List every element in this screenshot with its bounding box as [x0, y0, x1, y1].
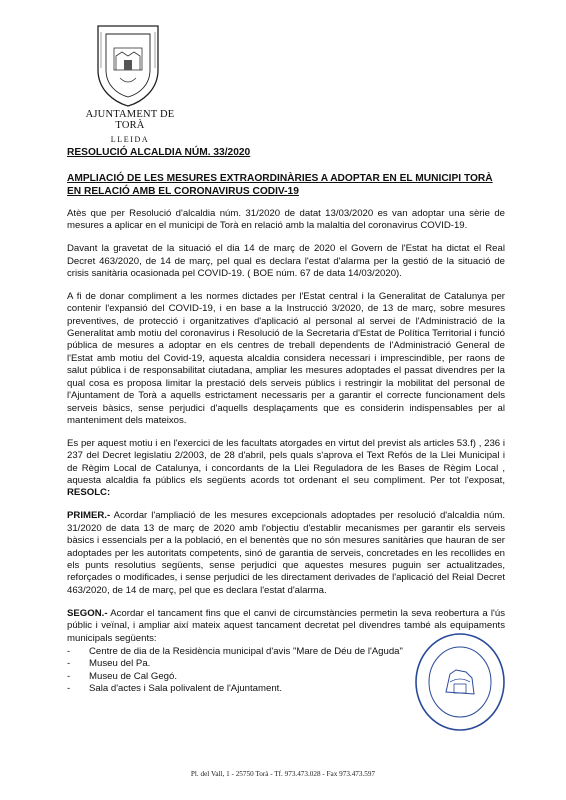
list-item: - Museu del Pa. [67, 658, 505, 670]
org-header [70, 109, 190, 144]
paragraph-2: Davant la gravetat de la situació el dia 14 de març de 2020 el Govern de l'Estat ha dictat el Real Decret 463/2020, de 14 de març, pel qual es declara l'estat d'alarma per la gestió de la situació de crisis sanitària ocasionada pel COVID-19. ( BOE núm. 67 de data 14/03/2020). [67, 243, 505, 279]
paragraph-4 [67, 438, 505, 500]
resolution-subtitle: AMPLIACIÓ DE LES MESURES EXTRAORDINÀRIES A ADOPTAR EN EL MUNICIPI TORÀ EN RELACIÓ AMB EL CORONAVIRUS CODIV-19 [67, 173, 493, 197]
org-name: AJUNTAMENT DE TORÀ [85, 109, 175, 131]
primer-section [67, 510, 505, 597]
document-body [67, 147, 505, 695]
municipal-crest-logo [92, 22, 164, 108]
resolc-label: RESOLC: [67, 487, 111, 499]
primer-text: Acordar l'ampliació de les mesures excepcionals adoptades per resolució d'alcaldia núm. 31/2020 de data 13 de març de 2020 amb l'objectiu d'establir mecanismes per garantir els serveis bàsics i essencials per a la població, en el benentès que no són mesures sanitàries que hauran de ser adoptades per les autoritats competents, sinó de garantia de serveis, concretades en les recollides en els punts resolutius següents, sense perjudici que aquestes mesures puguin ser actualitzades, reforçades o modificades, i sense perjudici de les directament derivades de l'aplicació del Reial Decret 463/2020, de 14 de març, pel que es declara l'estat d'alarma. [67, 510, 505, 596]
list-item: - Centre de dia de la Residència municipal d'avis "Mare de Déu de l'Aguda" [67, 646, 505, 658]
list-item: - Museu de Cal Gegó. [67, 671, 505, 683]
paragraph-1: Atès que per Resolució d'alcaldia núm. 31/2020 de datat 13/03/2020 es van adoptar una sèrie de mesures a aplicar en el municipi de Torà en relació amb la malaltia del coronavirus COVID-19. [67, 207, 505, 232]
official-stamp [414, 632, 506, 732]
paragraph-3: A fi de donar compliment a les normes dictades per l'Estat central i la Generalitat de Catalunya per contenir l'expansió del COVID-19, i en base a la Instrucció 3/2020, de 13 de març, sobre mesures preventives, de protecció i organitzatives d'aplicació al personal al servei de l'Administració de la Generalitat amb motiu del coronavirus i Resolució de la Secretaria d'Estat de Política Territorial i funció pública de mesures a adoptar en els centres de treball dependents de l'Administració General de l'Estat amb motiu del Covid-19, aquesta alcaldia considera necessari i imprescindible, per raons de salut pública i de responsabilitat ciutadana, ampliar les mesures adoptades el passat divendres per la qual cosa es proposa limitar la prestació dels serveis públics i restringir la mobilitat del personal de l'Ajuntament de Torà a aquells estrictament necessaris per a garantir el correcte funcionament dels serveis bàsics, sense perjudici d'aquells desplaçaments que es considerin indispensables per al manteniment dels mateixos. [67, 290, 505, 426]
org-city: LLEIDA [110, 135, 150, 144]
resolution-title: RESOLUCIÓ ALCALDIA NÚM. 33/2020 [67, 147, 251, 158]
page-footer: Pl. del Vall, 1 - 25750 Torà - Tf. 973.473.028 - Fax 973.473.597 [190, 770, 376, 778]
primer-label: PRIMER.- [67, 510, 111, 522]
list-item: - Sala d'actes i Sala polivalent de l'Ajuntament. [67, 683, 505, 695]
paragraph-4-text: Es per aquest motiu i en l'exercici de les facultats atorgades en virtut del previst als articles 53.f) , 236 i 237 del Decret legislatiu 2/2003, de 28 d'abril, pels quals s'aprova el Text Refós de la Llei Municipal i de Règim Local de Catalunya, i concordants de la Llei Reguladora de les Bases de Règim Local , aquesta alcaldia fa públics els següents acords tot ordenant el seu compliment. Per tot l'exposat, [67, 437, 505, 487]
segon-label: SEGON.- [67, 607, 108, 619]
segon-text: Acordar el tancament fins que el canvi de circumstàncies permetin la seva reobertura a l'ús públic i veïnal, i ampliar així mateix aquest tancament decretat pel divendres també als equipaments municipals següents: [67, 607, 505, 644]
